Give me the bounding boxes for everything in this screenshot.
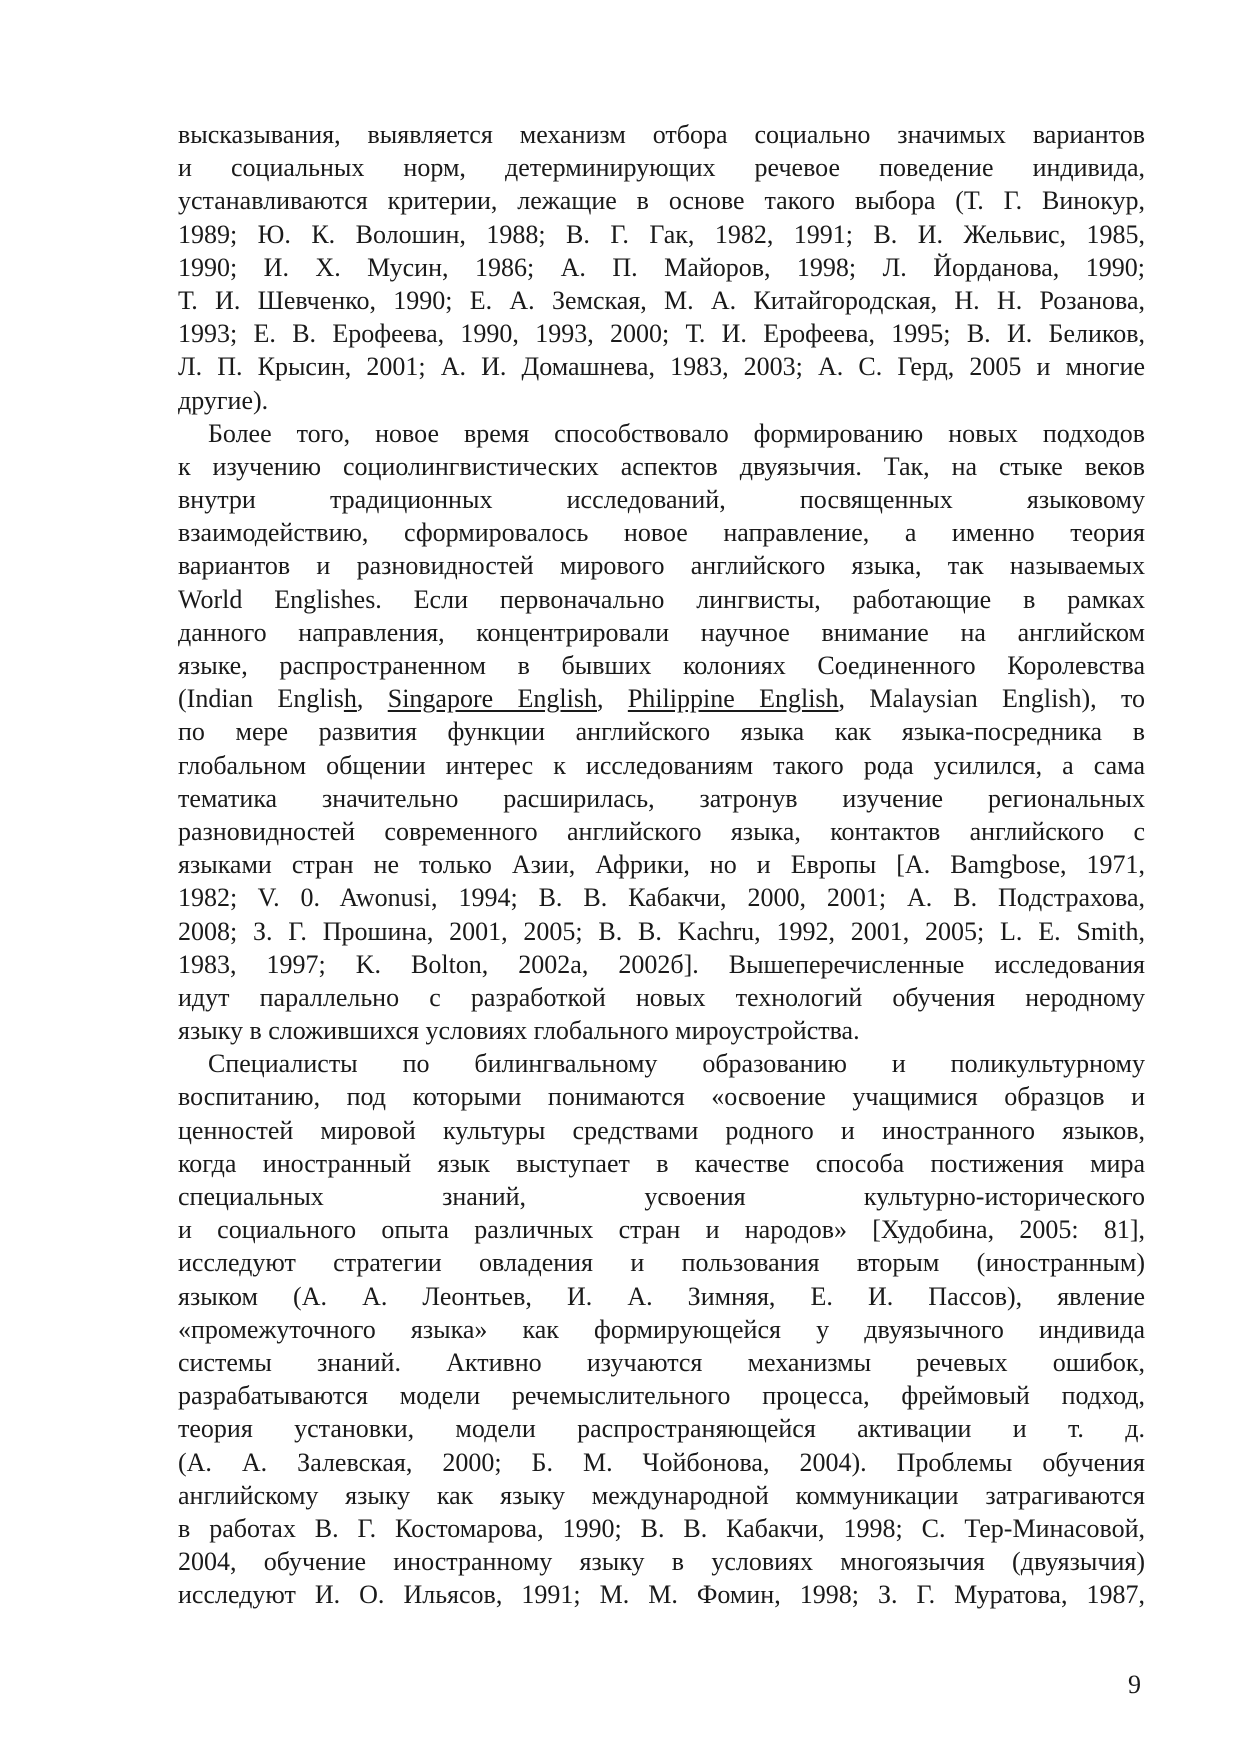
line-text: языком (А. А. Леонтьев, И. А. Зимняя, Е. И. Пассов), явление [178,1281,1145,1311]
line-text: 2004, обучение иностранному языку в условиях многоязычия (двуязычия) [178,1547,1145,1577]
underlined-term: Singapore English [387,684,597,714]
line-text: разновидностей современного английского языка, контактов английского с [178,816,1145,846]
text-line [178,749,1145,782]
line-text: другие). [178,385,269,415]
line-text: воспитанию, под которыми понимаются «освоение учащимися образцов и [178,1082,1145,1112]
line-text: и социальных норм, детерминирующих речевое поведение индивида, [178,153,1145,183]
text-line [178,1114,1145,1147]
text-line [178,1047,1145,1080]
text-line [178,1346,1145,1379]
text-line [178,350,1145,383]
line-text: исследуют И. О. Ильясов, 1991; М. М. Фомин, 1998; З. Г. Муратова, 1987, [178,1580,1145,1610]
line-text: языку в сложившихся условиях глобального мироустройства. [178,1016,860,1046]
text-line [178,1014,1145,1047]
text-line [178,1280,1145,1313]
text-line [178,1080,1145,1113]
text-line [178,815,1145,848]
line-text: специальных знаний, усвоения культурно-исторического [178,1182,1145,1211]
text-line [178,1578,1145,1611]
line-text: 1982; V. 0. Awonusi, 1994; В. В. Кабакчи, 2000, 2001; А. В. Подстрахова, [178,883,1145,913]
line-text: 1983, 1997; K. Bolton, 2002а, 2002б]. Вышеперечисленные исследования [178,949,1145,979]
text-line [178,317,1145,350]
line-text: по мере развития функции английского языка как языка-посредника в [178,717,1145,747]
text-line [178,549,1145,582]
text-line [178,284,1145,317]
line-text: вариантов и разновидностей мирового английского языка, так называемых [178,551,1145,581]
line-text: Специалисты по билингвальному образованию и поликультурному [208,1049,1145,1079]
text-line [178,981,1145,1014]
line-text: английскому языку как языку международной коммуникации затрагиваются [178,1480,1145,1510]
line-text: языке, распространенном в бывших колониях Соединенного Королевства [178,651,1145,680]
text-line [178,417,1145,450]
text-line [178,1147,1145,1180]
text-line [178,782,1145,815]
text-line [178,1213,1145,1246]
line-text: глобальном общении интерес к исследованиям такого рода усилился, а сама [178,750,1145,780]
text-line [178,682,1145,715]
line-text: идут параллельно с разработкой новых технологий обучения неродному [178,982,1145,1012]
line-text: теория установки, модели распространяющейся активации и т. д. [178,1414,1145,1444]
line-text: устанавливаются критерии, лежащие в основе такого выбора (Т. Г. Винокур, [178,186,1145,216]
text-line [178,151,1145,184]
paragraph-2 [178,417,1145,1048]
line-text: «промежуточного языка» как формирующейся у двуязычного индивида [178,1314,1145,1344]
line-text: и социального опыта различных стран и народов» [Худобина, 2005: 81], [178,1215,1145,1245]
text-line [178,1313,1145,1346]
line-text: Более того, новое время способствовало формированию новых подходов [208,418,1145,448]
text-line [178,483,1145,516]
text-line [178,915,1145,948]
line-text: 2008; З. Г. Прошина, 2001, 2005; B. B. Kachru, 1992, 2001, 2005; L. E. Smith, [178,916,1145,946]
text-line [178,848,1145,881]
text-line [178,583,1145,616]
line-text: Т. И. Шевченко, 1990; Е. А. Земская, М. А. Китайгородская, Н. Н. Розанова, [178,285,1145,315]
text-line [178,384,1145,417]
text-line [178,616,1145,649]
underlined-term: h [343,684,357,714]
underlined-term: Philippine English [627,684,839,714]
text-fragment: (Indian Englis [178,684,344,714]
text-line [178,1180,1145,1213]
text-line [178,1446,1145,1479]
text-line [178,649,1145,682]
text-line [178,251,1145,284]
text-fragment: , [596,684,628,714]
line-text: системы знаний. Активно изучаются механизмы речевых ошибок, [178,1347,1145,1377]
text-line [178,118,1145,151]
text-fragment: , Malaysian English), то [838,684,1146,714]
line-text: высказывания, выявляется механизм отбора социально значимых вариантов [178,120,1145,149]
text-line [178,218,1145,251]
line-text: исследуют стратегии овладения и пользования вторым (иностранным) [178,1248,1145,1278]
line-text: 1993; Е. В. Ерофеева, 1990, 1993, 2000; Т. И. Ерофеева, 1995; В. И. Беликов, [178,319,1145,349]
text-line [178,1479,1145,1512]
line-text: данного направления, концентрировали научное внимание на английском [178,617,1145,647]
text-line [178,1512,1145,1545]
body-text [178,118,1145,1611]
text-line [178,450,1145,483]
text-line [178,1412,1145,1445]
text-line [178,1246,1145,1279]
text-line [178,516,1145,549]
line-text: к изучению социолингвистических аспектов двуязычия. Так, на стыке веков [178,451,1145,481]
line-text: 1989; Ю. К. Волошин, 1988; В. Г. Гак, 1982, 1991; В. И. Жельвис, 1985, [178,219,1145,249]
text-fragment: , [356,684,388,714]
paragraph-3 [178,1047,1145,1611]
line-text: внутри традиционных исследований, посвященных языковому [178,485,1145,515]
text-line [178,1545,1145,1578]
text-line [178,881,1145,914]
line-text: (А. А. Залевская, 2000; Б. М. Чойбонова, 2004). Проблемы обучения [178,1447,1145,1477]
text-line [178,1379,1145,1412]
text-line [178,715,1145,748]
line-text: тематика значительно расширилась, затронув изучение региональных [178,783,1145,813]
line-text: ценностей мировой культуры средствами родного и иностранного языков, [178,1115,1145,1145]
line-text: World Englishes. Если первоначально лингвисты, работающие в рамках [178,584,1145,614]
line-text: когда иностранный язык выступает в качестве способа постижения мира [178,1148,1145,1178]
paragraph-1 [178,118,1145,417]
line-text: разрабатываются модели речемыслительного процесса, фреймовый подход, [178,1381,1145,1411]
text-line [178,184,1145,217]
text-line [178,948,1145,981]
line-text: взаимодействию, сформировалось новое направление, а именно теория [178,518,1145,548]
line-text: в работах В. Г. Костомарова, 1990; В. В. Кабакчи, 1998; С. Тер-Минасовой, [178,1513,1145,1543]
line-text: Л. П. Крысин, 2001; А. И. Домашнева, 1983, 2003; А. С. Герд, 2005 и многие [178,352,1145,382]
line-text: языками стран не только Азии, Африки, но и Европы [A. Bamgbose, 1971, [178,850,1145,880]
line-text: 1990; И. Х. Мусин, 1986; А. П. Майоров, 1998; Л. Йорданова, 1990; [178,252,1145,282]
page-number: 9 [1128,1670,1141,1699]
